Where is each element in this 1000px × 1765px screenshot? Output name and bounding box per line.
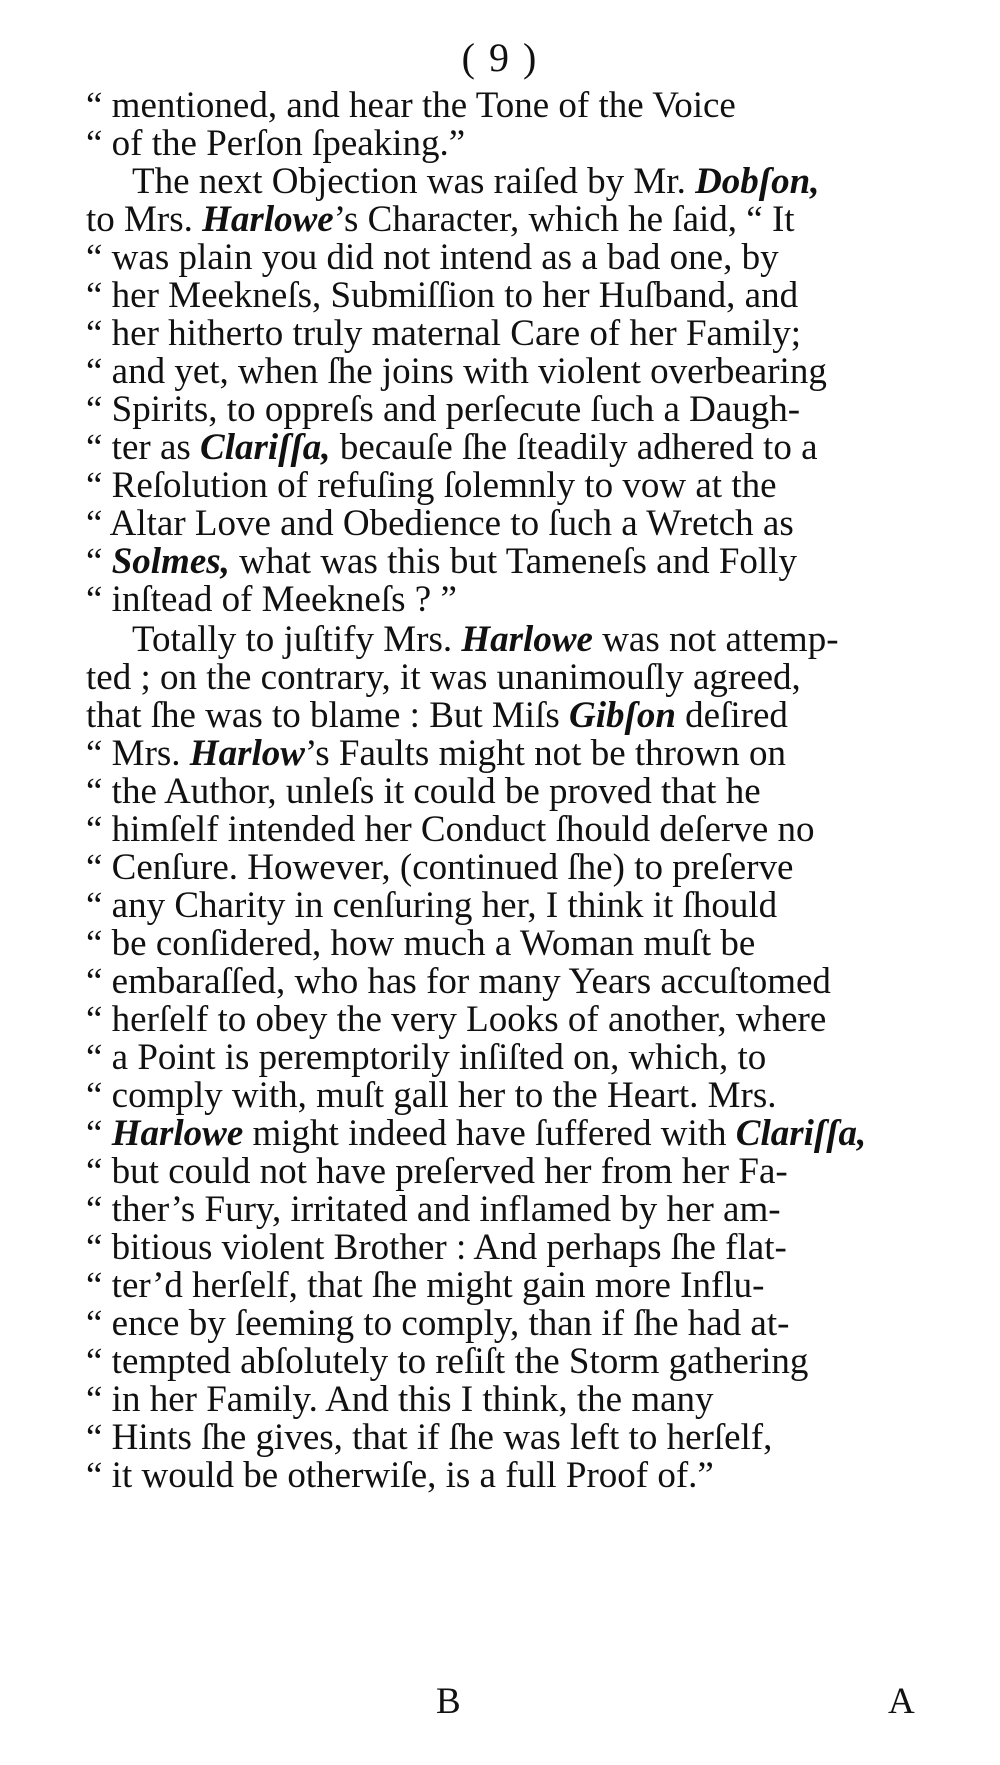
- text-run: what was this but Tameneſs and Folly: [229, 541, 797, 582]
- text-run: “ any Charity in cenſuring her, I think it ſhould: [86, 885, 778, 926]
- italic-name: Harlowe: [461, 619, 593, 660]
- text-run: might indeed have ſuffered with: [243, 1113, 736, 1154]
- text-run: “ ence by ſeeming to comply, than if ſhe had at-: [86, 1303, 790, 1344]
- text-run: “ and yet, when ſhe joins with violent overbearing: [86, 351, 827, 392]
- text-run: “ her hitherto truly maternal Care of her Family;: [86, 313, 802, 354]
- text-run: “ of the Perſon ſpeaking.”: [86, 123, 466, 164]
- text-run: “ be conſidered, how much a Woman muſt be: [86, 923, 756, 964]
- italic-name: Gibſon: [569, 695, 676, 736]
- text-run: “ it would be otherwiſe, is a full Proof of.”: [86, 1455, 714, 1496]
- italic-name: Harlowe: [202, 199, 334, 240]
- catchword: A: [888, 1681, 915, 1722]
- text-run: “ inſtead of Meekneſs ? ”: [86, 579, 457, 620]
- text-run: “ herſelf to obey the very Looks of another, where: [86, 999, 827, 1040]
- text-run: “ Spirits, to oppreſs and perſecute ſuch a Daugh-: [86, 389, 801, 430]
- text-run: “ bitious violent Brother : And perhaps ſhe flat-: [86, 1227, 787, 1268]
- text-run: “: [86, 1113, 112, 1154]
- text-run: “ mentioned, and hear the Tone of the Voice: [86, 85, 736, 126]
- signature-mark: B: [436, 1681, 461, 1722]
- text-run: Totally to juſtify Mrs.: [132, 619, 462, 660]
- text-run: “ Reſolution of refuſing ſolemnly to vow at the: [86, 465, 777, 506]
- text-run: “ embaraſſed, who has for many Years accuſtomed: [86, 961, 831, 1002]
- text-run: “ but could not have preſerved her from her Fa-: [86, 1151, 788, 1192]
- text-run: “ himſelf intended her Conduct ſhould deſerve no: [86, 809, 815, 850]
- italic-name: Clariſſa,: [200, 427, 331, 468]
- italic-name: Dobſon,: [695, 161, 820, 202]
- text-run: that ſhe was to blame : But Miſs: [86, 695, 570, 736]
- text-run: “ ther’s Fury, irritated and inflamed by her am-: [86, 1189, 781, 1230]
- italic-name: Clariſſa,: [735, 1113, 867, 1154]
- text-run: “ in her Family. And this I think, the many: [86, 1379, 714, 1420]
- text-run: “ comply with, muſt gall her to the Heart. Mrs.: [86, 1075, 777, 1116]
- text-run: ted ; on the contrary, it was unanimouſly agreed,: [86, 657, 801, 698]
- text-run: ’s Character, which he ſaid, “ It: [333, 199, 795, 240]
- text-run: The next Objection was raiſed by Mr.: [132, 161, 696, 202]
- text-run: “ tempted abſolutely to reſiſt the Storm gathering: [86, 1341, 809, 1382]
- text-run: “ her Meekneſs, Submiſſion to her Huſband, and: [86, 275, 799, 316]
- text-run: “ ter’d herſelf, that ſhe might gain more Influ-: [86, 1265, 765, 1306]
- text-run: “ Hints ſhe gives, that if ſhe was left to herſelf,: [86, 1417, 773, 1458]
- italic-name: Harlowe: [111, 1113, 244, 1154]
- text-run: ’s Faults might not be thrown on: [304, 733, 786, 774]
- text-run: “ was plain you did not intend as a bad one, by: [86, 237, 779, 278]
- text-run: “ the Author, unleſs it could be proved that he: [86, 771, 761, 812]
- text-run: to Mrs.: [86, 199, 203, 240]
- text-run: was not attemp-: [592, 619, 839, 660]
- text-run: “ a Point is peremptorily inſiſted on, which, to: [86, 1037, 767, 1078]
- text-run: “: [86, 541, 112, 582]
- page-footer: [0, 1678, 1000, 1726]
- text-run: becauſe ſhe ſteadily adhered to a: [330, 427, 818, 468]
- text-run: “ ter as: [86, 427, 201, 468]
- text-run: “ Altar Love and Obedience to ſuch a Wretch as: [86, 503, 794, 544]
- text-line: [86, 1454, 714, 1498]
- text-run: “ Cenſure. However, (continued ſhe) to preſerve: [86, 847, 794, 888]
- page-number: ( 9 ): [461, 35, 539, 80]
- text-line: [86, 578, 457, 622]
- text-run: deſired: [675, 695, 788, 736]
- text-run: “ Mrs.: [86, 733, 190, 774]
- italic-name: Harlow: [189, 733, 305, 774]
- italic-name: Solmes,: [111, 541, 230, 582]
